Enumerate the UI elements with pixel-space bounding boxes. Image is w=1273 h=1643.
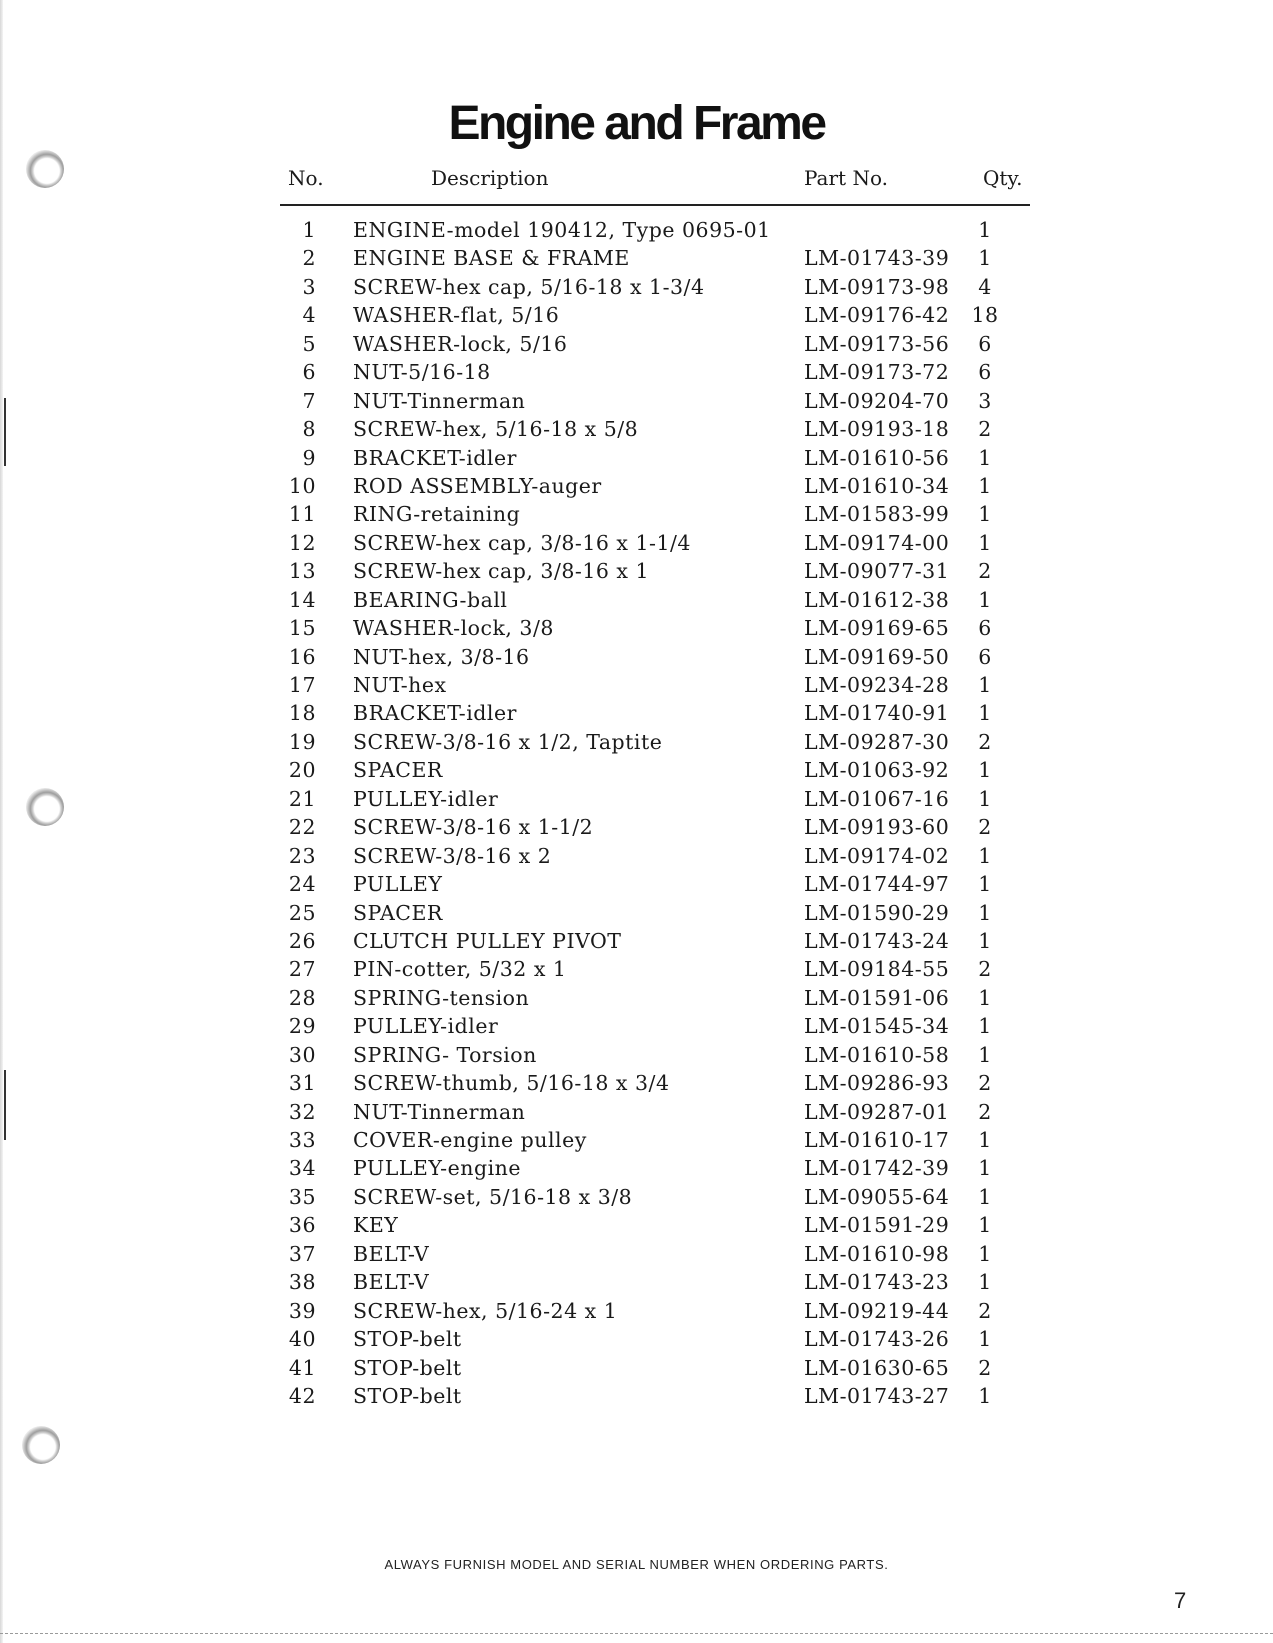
item-number: 11 bbox=[288, 502, 316, 527]
table-row bbox=[280, 303, 1030, 331]
item-part-number: LM-01740-91 bbox=[804, 701, 950, 726]
item-number: 27 bbox=[288, 957, 316, 982]
table-row bbox=[280, 815, 1030, 843]
table-row bbox=[280, 616, 1030, 644]
item-description: PULLEY-engine bbox=[353, 1156, 521, 1181]
item-number: 10 bbox=[288, 473, 316, 498]
item-description: SCREW-set, 5/16-18 x 3/8 bbox=[353, 1184, 633, 1209]
item-part-number: LM-01610-34 bbox=[804, 473, 950, 498]
item-part-number: LM-09204-70 bbox=[804, 388, 950, 413]
item-part-number: LM-01610-98 bbox=[804, 1241, 950, 1266]
table-row bbox=[280, 957, 1030, 985]
item-part-number: LM-01610-58 bbox=[804, 1042, 950, 1067]
item-number: 41 bbox=[288, 1355, 316, 1380]
table-row bbox=[280, 929, 1030, 957]
item-description: STOP-belt bbox=[353, 1355, 462, 1380]
table-row bbox=[280, 360, 1030, 388]
table-row bbox=[280, 275, 1030, 303]
item-description: ENGINE-model 190412, Type 0695-01 bbox=[353, 218, 771, 242]
page-edge-shadow bbox=[0, 0, 3, 1643]
table-row bbox=[280, 758, 1030, 786]
page-bottom-edge bbox=[0, 1633, 1273, 1635]
footer-note: ALWAYS FURNISH MODEL AND SERIAL NUMBER WHEN ORDERING PARTS. bbox=[384, 1557, 889, 1572]
item-number: 14 bbox=[288, 587, 316, 612]
item-quantity: 18 bbox=[971, 303, 999, 328]
item-number: 12 bbox=[288, 530, 316, 555]
column-header-qty: Qty. bbox=[983, 166, 1023, 190]
item-part-number: LM-09234-28 bbox=[804, 673, 950, 697]
table-row bbox=[280, 1356, 1030, 1384]
item-number: 1 bbox=[302, 218, 316, 242]
item-part-number: LM-01743-24 bbox=[804, 928, 950, 953]
item-quantity: 1 bbox=[978, 1327, 992, 1352]
item-number: 20 bbox=[288, 758, 316, 783]
item-quantity: 1 bbox=[978, 445, 992, 470]
item-number: 6 bbox=[302, 360, 316, 385]
item-quantity: 1 bbox=[978, 218, 992, 242]
item-description: STOP-belt bbox=[353, 1383, 462, 1408]
item-part-number: LM-09174-00 bbox=[804, 530, 950, 555]
item-description: WASHER-flat, 5/16 bbox=[353, 303, 560, 328]
item-part-number: LM-01610-56 bbox=[804, 445, 950, 470]
item-part-number: LM-01744-97 bbox=[804, 872, 950, 897]
item-part-number: LM-01545-34 bbox=[804, 1014, 950, 1039]
table-row bbox=[280, 872, 1030, 900]
column-header-part-no: Part No. bbox=[804, 166, 888, 190]
item-part-number: LM-09055-64 bbox=[804, 1184, 950, 1209]
item-description: PULLEY bbox=[353, 872, 443, 897]
item-number: 2 bbox=[302, 246, 316, 271]
parts-table bbox=[280, 160, 1030, 1412]
item-quantity: 1 bbox=[978, 928, 992, 953]
item-quantity: 1 bbox=[978, 1128, 992, 1152]
table-row bbox=[280, 673, 1030, 701]
item-number: 36 bbox=[288, 1213, 316, 1238]
table-row bbox=[280, 1213, 1030, 1241]
item-part-number: LM-01743-39 bbox=[804, 246, 950, 271]
item-description: SPACER bbox=[353, 900, 443, 925]
item-number: 33 bbox=[288, 1128, 316, 1152]
table-row bbox=[280, 1014, 1030, 1042]
item-description: NUT-hex, 3/8-16 bbox=[353, 644, 530, 669]
item-quantity: 1 bbox=[978, 985, 992, 1010]
table-row bbox=[280, 1128, 1030, 1156]
item-description: PULLEY-idler bbox=[353, 1014, 499, 1039]
item-description: NUT-5/16-18 bbox=[353, 360, 491, 385]
item-number: 23 bbox=[288, 843, 316, 868]
item-part-number: LM-09077-31 bbox=[804, 559, 950, 584]
item-description: SCREW-hex, 5/16-18 x 5/8 bbox=[353, 417, 639, 442]
punch-hole bbox=[26, 788, 64, 826]
item-description: SCREW-3/8-16 x 1/2, Taptite bbox=[353, 729, 663, 754]
item-part-number: LM-01583-99 bbox=[804, 502, 950, 527]
item-number: 30 bbox=[288, 1042, 316, 1067]
table-row bbox=[280, 787, 1030, 815]
item-number: 17 bbox=[288, 673, 316, 697]
item-description: WASHER-lock, 5/16 bbox=[353, 331, 568, 356]
item-description: KEY bbox=[353, 1213, 399, 1238]
item-number: 9 bbox=[302, 445, 316, 470]
item-quantity: 1 bbox=[978, 587, 992, 612]
table-row bbox=[280, 218, 1030, 246]
item-number: 3 bbox=[302, 274, 316, 299]
binder-mark bbox=[4, 398, 6, 466]
item-part-number: LM-09169-50 bbox=[804, 644, 950, 669]
item-quantity: 1 bbox=[978, 701, 992, 726]
item-number: 4 bbox=[302, 303, 316, 328]
item-quantity: 1 bbox=[978, 1241, 992, 1266]
table-row bbox=[280, 901, 1030, 929]
item-part-number: LM-09176-42 bbox=[804, 303, 950, 328]
table-row bbox=[280, 701, 1030, 729]
item-part-number: LM-01591-29 bbox=[804, 1213, 950, 1238]
item-quantity: 1 bbox=[978, 900, 992, 925]
item-number: 31 bbox=[288, 1071, 316, 1096]
item-description: PULLEY-idler bbox=[353, 786, 499, 811]
item-number: 29 bbox=[288, 1014, 316, 1039]
item-number: 5 bbox=[302, 331, 316, 356]
item-quantity: 1 bbox=[978, 1270, 992, 1295]
item-part-number: LM-09286-93 bbox=[804, 1071, 950, 1096]
item-description: STOP-belt bbox=[353, 1327, 462, 1352]
item-description: BEARING-ball bbox=[353, 587, 508, 612]
item-quantity: 1 bbox=[978, 1156, 992, 1181]
table-row bbox=[280, 389, 1030, 417]
table-row bbox=[280, 474, 1030, 502]
item-part-number: LM-09173-72 bbox=[804, 360, 950, 385]
item-number: 25 bbox=[288, 900, 316, 925]
table-row bbox=[280, 1270, 1030, 1298]
item-description: BELT-V bbox=[353, 1270, 430, 1295]
item-quantity: 1 bbox=[978, 1014, 992, 1039]
table-row bbox=[280, 246, 1030, 274]
item-quantity: 1 bbox=[978, 1383, 992, 1408]
item-quantity: 3 bbox=[978, 388, 992, 413]
item-number: 13 bbox=[288, 559, 316, 584]
item-number: 18 bbox=[288, 701, 316, 726]
item-description: RING-retaining bbox=[353, 502, 521, 527]
item-number: 7 bbox=[302, 388, 316, 413]
item-number: 34 bbox=[288, 1156, 316, 1181]
item-quantity: 2 bbox=[978, 417, 992, 442]
item-quantity: 2 bbox=[978, 729, 992, 754]
item-description: SCREW-thumb, 5/16-18 x 3/4 bbox=[353, 1071, 670, 1096]
table-row bbox=[280, 1299, 1030, 1327]
item-number: 37 bbox=[288, 1241, 316, 1266]
item-part-number: LM-01591-06 bbox=[804, 985, 950, 1010]
table-row bbox=[280, 559, 1030, 587]
item-part-number: LM-09173-98 bbox=[804, 274, 950, 299]
item-part-number: LM-09219-44 bbox=[804, 1298, 950, 1323]
item-part-number: LM-01743-27 bbox=[804, 1383, 950, 1408]
item-quantity: 6 bbox=[978, 616, 992, 641]
table-row bbox=[280, 531, 1030, 559]
table-row bbox=[280, 446, 1030, 474]
table-row bbox=[280, 1384, 1030, 1412]
item-description: BRACKET-idler bbox=[353, 701, 517, 726]
item-number: 42 bbox=[288, 1383, 316, 1408]
item-part-number: LM-01063-92 bbox=[804, 758, 950, 783]
item-part-number: LM-01630-65 bbox=[804, 1355, 950, 1380]
item-quantity: 2 bbox=[978, 1355, 992, 1380]
item-number: 21 bbox=[288, 786, 316, 811]
item-quantity: 2 bbox=[978, 815, 992, 840]
item-description: WASHER-lock, 3/8 bbox=[353, 616, 554, 641]
item-number: 26 bbox=[288, 928, 316, 953]
item-number: 35 bbox=[288, 1184, 316, 1209]
item-part-number: LM-01743-26 bbox=[804, 1327, 950, 1352]
item-part-number: LM-01612-38 bbox=[804, 587, 950, 612]
item-quantity: 1 bbox=[978, 1213, 992, 1238]
item-number: 22 bbox=[288, 815, 316, 840]
item-number: 16 bbox=[288, 644, 316, 669]
item-quantity: 2 bbox=[978, 1298, 992, 1323]
item-number: 38 bbox=[288, 1270, 316, 1295]
item-quantity: 6 bbox=[978, 644, 992, 669]
binder-mark bbox=[4, 1070, 6, 1140]
table-row bbox=[280, 1185, 1030, 1213]
item-description: SPRING-tension bbox=[353, 985, 530, 1010]
item-description: COVER-engine pulley bbox=[353, 1128, 587, 1152]
table-body bbox=[280, 218, 1030, 1412]
item-quantity: 1 bbox=[978, 872, 992, 897]
table-row bbox=[280, 1156, 1030, 1184]
item-part-number: LM-01590-29 bbox=[804, 900, 950, 925]
table-row bbox=[280, 986, 1030, 1014]
item-part-number: LM-09287-01 bbox=[804, 1099, 950, 1124]
table-row bbox=[280, 645, 1030, 673]
item-part-number: LM-09169-65 bbox=[804, 616, 950, 641]
item-description: NUT-hex bbox=[353, 673, 447, 697]
punch-hole bbox=[22, 1426, 60, 1464]
item-number: 40 bbox=[288, 1327, 316, 1352]
item-quantity: 1 bbox=[978, 673, 992, 697]
item-description: NUT-Tinnerman bbox=[353, 388, 526, 413]
item-number: 32 bbox=[288, 1099, 316, 1124]
item-quantity: 1 bbox=[978, 473, 992, 498]
item-quantity: 6 bbox=[978, 360, 992, 385]
item-description: ENGINE BASE & FRAME bbox=[353, 246, 630, 271]
column-header-description: Description bbox=[431, 166, 549, 190]
item-part-number: LM-01610-17 bbox=[804, 1128, 950, 1152]
item-description: CLUTCH PULLEY PIVOT bbox=[353, 928, 622, 953]
item-description: SCREW-hex cap, 5/16-18 x 1-3/4 bbox=[353, 274, 705, 299]
item-quantity: 1 bbox=[978, 843, 992, 868]
item-number: 24 bbox=[288, 872, 316, 897]
item-quantity: 1 bbox=[978, 530, 992, 555]
item-part-number: LM-09173-56 bbox=[804, 331, 950, 356]
item-part-number: LM-09193-18 bbox=[804, 417, 950, 442]
item-part-number: LM-09184-55 bbox=[804, 957, 950, 982]
item-description: SCREW-hex, 5/16-24 x 1 bbox=[353, 1298, 618, 1323]
item-part-number: LM-09174-02 bbox=[804, 843, 950, 868]
item-number: 15 bbox=[288, 616, 316, 641]
item-description: SPACER bbox=[353, 758, 443, 783]
item-quantity: 2 bbox=[978, 559, 992, 584]
item-quantity: 6 bbox=[978, 331, 992, 356]
item-number: 8 bbox=[302, 417, 316, 442]
item-quantity: 1 bbox=[978, 246, 992, 271]
table-header bbox=[280, 160, 1030, 206]
item-description: SCREW-hex cap, 3/8-16 x 1-1/4 bbox=[353, 530, 691, 555]
punch-hole bbox=[26, 150, 64, 188]
table-row bbox=[280, 1327, 1030, 1355]
item-quantity: 1 bbox=[978, 758, 992, 783]
item-number: 28 bbox=[288, 985, 316, 1010]
table-row bbox=[280, 417, 1030, 445]
table-row bbox=[280, 730, 1030, 758]
item-quantity: 1 bbox=[978, 1184, 992, 1209]
table-row bbox=[280, 844, 1030, 872]
table-row bbox=[280, 588, 1030, 616]
table-row bbox=[280, 1043, 1030, 1071]
table-row bbox=[280, 502, 1030, 530]
table-row bbox=[280, 332, 1030, 360]
item-quantity: 2 bbox=[978, 1071, 992, 1096]
item-description: PIN-cotter, 5/32 x 1 bbox=[353, 957, 567, 982]
item-description: BELT-V bbox=[353, 1241, 430, 1266]
item-part-number: LM-09193-60 bbox=[804, 815, 950, 840]
page-number: 7 bbox=[1174, 1588, 1187, 1613]
item-description: SCREW-3/8-16 x 1-1/2 bbox=[353, 815, 594, 840]
item-number: 19 bbox=[288, 729, 316, 754]
column-header-no: No. bbox=[288, 166, 324, 190]
page-title: Engine and Frame bbox=[448, 97, 825, 151]
item-part-number: LM-09287-30 bbox=[804, 729, 950, 754]
item-quantity: 1 bbox=[978, 502, 992, 527]
table-row bbox=[280, 1242, 1030, 1270]
item-part-number: LM-01743-23 bbox=[804, 1270, 950, 1295]
item-number: 39 bbox=[288, 1298, 316, 1323]
item-part-number: LM-01067-16 bbox=[804, 786, 950, 811]
item-quantity: 4 bbox=[978, 274, 992, 299]
item-description: NUT-Tinnerman bbox=[353, 1099, 526, 1124]
item-quantity: 1 bbox=[978, 786, 992, 811]
item-part-number: LM-01742-39 bbox=[804, 1156, 950, 1181]
item-quantity: 2 bbox=[978, 957, 992, 982]
item-description: SCREW-hex cap, 3/8-16 x 1 bbox=[353, 559, 650, 584]
item-description: BRACKET-idler bbox=[353, 445, 517, 470]
table-row bbox=[280, 1100, 1030, 1128]
item-description: SCREW-3/8-16 x 2 bbox=[353, 843, 552, 868]
item-quantity: 2 bbox=[978, 1099, 992, 1124]
item-quantity: 1 bbox=[978, 1042, 992, 1067]
item-description: SPRING- Torsion bbox=[353, 1042, 537, 1067]
table-row bbox=[280, 1071, 1030, 1099]
item-description: ROD ASSEMBLY-auger bbox=[353, 473, 602, 498]
